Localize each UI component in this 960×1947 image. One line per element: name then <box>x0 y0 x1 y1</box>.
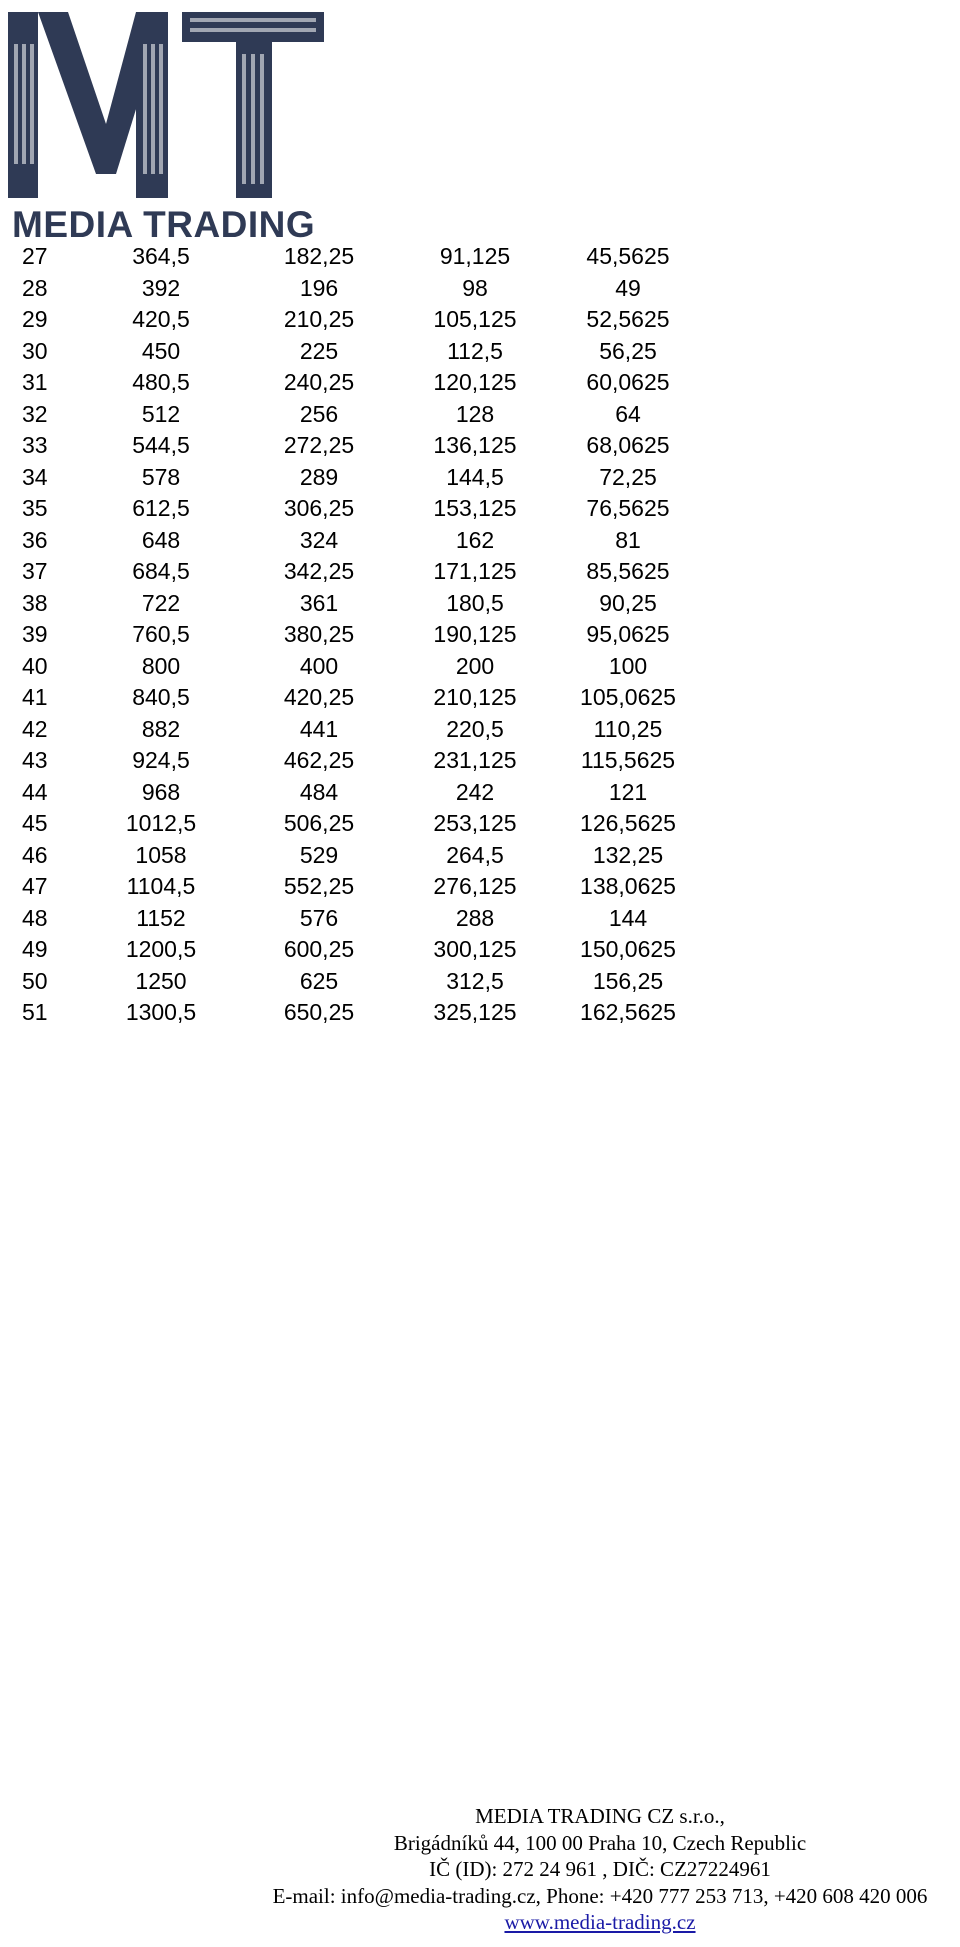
value-cell: 480,5 <box>132 369 190 395</box>
value-cell: 380,25 <box>283 621 355 647</box>
row-index-cell: 33 <box>22 432 48 458</box>
value-cell: 300,125 <box>433 936 517 962</box>
mt-monogram-icon <box>6 4 326 204</box>
table-row <box>0 682 700 714</box>
value-cell: 882 <box>141 715 181 742</box>
row-index-cell: 51 <box>22 999 48 1025</box>
table-row <box>0 241 700 273</box>
value-cell: 90,25 <box>599 589 657 616</box>
row-index-cell: 50 <box>22 967 48 994</box>
row-index-cell: 47 <box>22 873 48 899</box>
value-cell: 544,5 <box>132 432 190 458</box>
table-row <box>0 966 700 998</box>
value-cell: 200 <box>455 652 495 679</box>
value-cell: 171,125 <box>433 558 517 584</box>
value-cell: 153,125 <box>433 495 517 521</box>
value-cell: 112,5 <box>447 337 503 364</box>
table-row <box>0 525 700 557</box>
value-cell: 1012,5 <box>125 810 197 836</box>
row-index-cell: 35 <box>22 495 48 521</box>
value-cell: 242 <box>455 778 495 805</box>
value-cell: 162 <box>455 526 495 553</box>
value-cell: 288 <box>455 904 495 931</box>
value-cell: 512 <box>141 400 181 427</box>
value-cell: 220,5 <box>446 715 504 742</box>
table-row <box>0 399 700 431</box>
row-index-cell: 32 <box>22 400 48 427</box>
value-cell: 1104,5 <box>126 873 196 899</box>
value-cell: 180,5 <box>446 589 504 616</box>
value-cell: 240,25 <box>283 369 355 395</box>
value-cell: 441 <box>299 715 339 742</box>
row-index-cell: 34 <box>22 463 48 490</box>
footer-ids: IČ (ID): 272 24 961 , DIČ: CZ27224961 <box>429 1857 771 1881</box>
table-row <box>0 304 700 336</box>
row-index-cell: 27 <box>22 243 48 269</box>
value-cell: 225 <box>299 337 339 364</box>
value-cell: 684,5 <box>132 558 190 584</box>
value-cell: 324 <box>299 526 339 553</box>
value-cell: 105,125 <box>433 306 517 332</box>
row-index-cell: 40 <box>22 652 48 679</box>
value-cell: 100 <box>608 652 648 679</box>
table-row <box>0 808 700 840</box>
value-cell: 1250 <box>135 967 187 994</box>
value-cell: 600,25 <box>283 936 355 962</box>
value-cell: 64 <box>615 400 641 427</box>
value-cell: 1152 <box>136 904 186 931</box>
table-row <box>0 493 700 525</box>
table-row <box>0 556 700 588</box>
table-row <box>0 588 700 620</box>
row-index-cell: 44 <box>22 778 48 805</box>
row-index-cell: 29 <box>22 306 48 332</box>
footer-contact: E-mail: info@media-trading.cz, Phone: +420 777 253 713, +420 608 420 006 <box>272 1883 928 1908</box>
value-cell: 1200,5 <box>125 936 197 962</box>
value-cell: 576 <box>299 904 339 931</box>
table-row <box>0 903 700 935</box>
value-cell: 420,5 <box>132 306 190 332</box>
value-cell: 110,25 <box>593 715 663 742</box>
value-cell: 52,5625 <box>586 306 670 332</box>
logo-wordmark: MEDIA TRADING <box>12 204 316 245</box>
value-cell: 231,125 <box>433 747 517 773</box>
value-cell: 76,5625 <box>586 495 670 521</box>
value-cell: 325,125 <box>433 999 517 1025</box>
value-cell: 136,125 <box>433 432 517 458</box>
value-cell: 45,5625 <box>586 243 670 269</box>
value-cell: 138,0625 <box>580 873 676 899</box>
value-cell: 420,25 <box>283 684 355 710</box>
row-index-cell: 31 <box>22 369 48 395</box>
table-row <box>0 714 700 746</box>
value-cell: 840,5 <box>132 684 190 710</box>
row-index-cell: 48 <box>22 904 48 931</box>
value-cell: 1058 <box>135 841 187 868</box>
value-cell: 450 <box>141 337 181 364</box>
row-index-cell: 45 <box>22 810 48 836</box>
table-row <box>0 934 700 966</box>
value-cell: 722 <box>141 589 181 616</box>
footer-company-name: MEDIA TRADING CZ s.r.o., <box>475 1804 725 1828</box>
value-cell: 60,0625 <box>586 369 670 395</box>
value-cell: 361 <box>299 589 339 616</box>
value-cell: 126,5625 <box>580 810 676 836</box>
value-cell: 924,5 <box>132 747 190 773</box>
table-row <box>0 997 700 1029</box>
value-cell: 144 <box>608 904 648 931</box>
row-index-cell: 37 <box>22 558 48 584</box>
value-cell: 552,25 <box>283 873 355 899</box>
value-cell: 132,25 <box>592 841 664 868</box>
row-index-cell: 49 <box>22 936 48 962</box>
company-footer <box>240 1803 960 1936</box>
value-cell: 210,25 <box>283 306 355 332</box>
value-cell: 462,25 <box>283 747 355 773</box>
table-row <box>0 462 700 494</box>
value-cell: 150,0625 <box>580 936 676 962</box>
footer-website-link[interactable]: www.media-trading.cz <box>504 1910 696 1934</box>
value-cell: 68,0625 <box>586 432 670 458</box>
value-cell: 256 <box>299 400 339 427</box>
value-cell: 190,125 <box>433 621 517 647</box>
value-cell: 578 <box>141 463 181 490</box>
row-index-cell: 42 <box>22 715 48 742</box>
value-table <box>0 241 700 1029</box>
value-cell: 196 <box>299 274 339 301</box>
value-cell: 182,25 <box>283 243 355 269</box>
value-cell: 648 <box>141 526 181 553</box>
table-row <box>0 871 700 903</box>
row-index-cell: 46 <box>22 841 48 868</box>
value-cell: 115,5625 <box>580 747 676 773</box>
value-cell: 95,0625 <box>586 621 670 647</box>
value-cell: 56,25 <box>599 337 657 364</box>
table-row <box>0 745 700 777</box>
value-cell: 276,125 <box>433 873 517 899</box>
value-cell: 800 <box>141 652 181 679</box>
value-cell: 91,125 <box>439 243 511 269</box>
value-cell: 312,5 <box>446 967 504 994</box>
row-index-cell: 39 <box>22 621 48 647</box>
value-cell: 484 <box>299 778 339 805</box>
value-cell: 364,5 <box>132 243 190 269</box>
row-index-cell: 36 <box>22 526 48 553</box>
value-cell: 760,5 <box>132 621 190 647</box>
company-logo <box>6 4 326 245</box>
value-cell: 506,25 <box>283 810 355 836</box>
value-cell: 400 <box>299 652 339 679</box>
value-cell: 968 <box>141 778 181 805</box>
table-row <box>0 619 700 651</box>
table-row <box>0 430 700 462</box>
table-row <box>0 777 700 809</box>
value-cell: 272,25 <box>283 432 355 458</box>
value-cell: 625 <box>299 967 339 994</box>
value-cell: 81 <box>615 526 641 553</box>
footer-address: Brigádníků 44, 100 00 Praha 10, Czech Republic <box>393 1830 807 1855</box>
row-index-cell: 43 <box>22 747 48 773</box>
value-cell: 529 <box>299 841 339 868</box>
value-cell: 128 <box>455 400 495 427</box>
table-row <box>0 651 700 683</box>
value-cell: 210,125 <box>433 684 517 710</box>
value-cell: 1300,5 <box>125 999 197 1025</box>
value-cell: 105,0625 <box>580 684 676 710</box>
value-cell: 306,25 <box>283 495 355 521</box>
value-cell: 49 <box>615 274 641 301</box>
row-index-cell: 41 <box>22 684 48 710</box>
row-index-cell: 28 <box>22 274 48 301</box>
row-index-cell: 30 <box>22 337 48 364</box>
value-cell: 253,125 <box>433 810 517 836</box>
value-cell: 121 <box>608 778 648 805</box>
value-cell: 264,5 <box>446 841 504 868</box>
value-cell: 156,25 <box>592 967 664 994</box>
table-row <box>0 840 700 872</box>
row-index-cell: 38 <box>22 589 48 616</box>
value-cell: 650,25 <box>283 999 355 1025</box>
value-cell: 342,25 <box>283 558 355 584</box>
value-cell: 162,5625 <box>580 999 676 1025</box>
value-cell: 392 <box>141 274 181 301</box>
table-row <box>0 367 700 399</box>
table-row <box>0 273 700 305</box>
value-cell: 72,25 <box>599 463 657 490</box>
value-cell: 85,5625 <box>586 558 670 584</box>
value-cell: 289 <box>299 463 339 490</box>
value-cell: 120,125 <box>433 369 517 395</box>
table-row <box>0 336 700 368</box>
value-cell: 144,5 <box>446 463 504 490</box>
value-cell: 612,5 <box>132 495 190 521</box>
value-cell: 98 <box>462 274 488 301</box>
